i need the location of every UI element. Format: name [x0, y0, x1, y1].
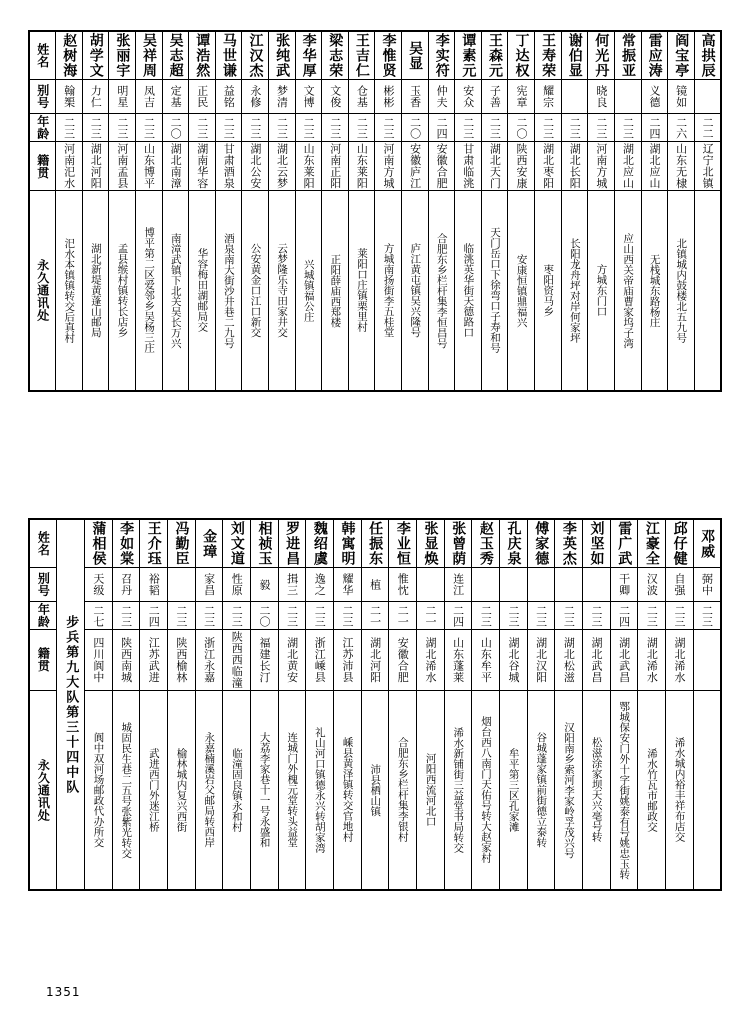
cell-name: 谢伯显 — [561, 31, 588, 80]
cell-origin: 安徽合肥 — [389, 630, 417, 691]
table-row — [29, 80, 721, 114]
cell-name: 刘坚如 — [582, 519, 610, 568]
cell-origin: 陕西西临潼 — [223, 630, 251, 691]
cell-name: 李惟贤 — [375, 31, 402, 80]
cell-age: 二四 — [444, 602, 472, 630]
cell-address: 礼山河口镇德永兴转胡家湾 — [306, 690, 334, 890]
cell-age: 二三 — [527, 602, 555, 630]
column-header-address: 永久通讯处 — [29, 690, 57, 890]
unit-label: 步兵第九大队第三十四中队 — [57, 519, 85, 890]
cell-origin: 湖北浠水 — [416, 630, 444, 691]
cell-alias: 仲夫 — [428, 80, 455, 114]
cell-address: 庐江黄屯镇吴兴隆号 — [402, 191, 429, 391]
cell-name: 谭浩然 — [189, 31, 216, 80]
cell-origin: 山东莱阳 — [348, 142, 375, 191]
cell-name: 吴志超 — [162, 31, 189, 80]
cell-address — [694, 191, 721, 391]
cell-alias: 弼中 — [693, 568, 721, 602]
cell-age: 二三 — [693, 602, 721, 630]
cell-name: 阎宝亭 — [668, 31, 695, 80]
cell-age: 二三 — [348, 114, 375, 142]
cell-alias: 定基 — [162, 80, 189, 114]
cell-address: 枣阳资马乡 — [535, 191, 562, 391]
cell-alias — [416, 568, 444, 602]
cell-name: 张丽宇 — [109, 31, 136, 80]
cell-origin: 湖北长阳 — [561, 142, 588, 191]
cell-age: 二六 — [668, 114, 695, 142]
cell-origin: 湖北黄安 — [278, 630, 306, 691]
page-number: 1351 — [46, 985, 81, 999]
cell-origin: 江苏武进 — [140, 630, 168, 691]
cell-origin: 湖北枣阳 — [535, 142, 562, 191]
cell-address: 临洮英华街天德路口 — [455, 191, 482, 391]
cell-name: 李实符 — [428, 31, 455, 80]
cell-name: 傅家德 — [527, 519, 555, 568]
cell-origin: 山东博平 — [135, 142, 162, 191]
cell-age: 二三 — [82, 114, 109, 142]
cell-age: 二三 — [535, 114, 562, 142]
cell-name: 何光丹 — [588, 31, 615, 80]
cell-name: 相祯玉 — [250, 519, 278, 568]
cell-alias: 正民 — [189, 80, 216, 114]
cell-age: 二三 — [278, 602, 306, 630]
cell-alias: 天级 — [84, 568, 112, 602]
cell-address: 博平第二区爱邻乡吴杨三庄 — [135, 191, 162, 391]
cell-age: 二三 — [295, 114, 322, 142]
cell-address: 嵊县黄泽镇转交官地村 — [333, 690, 361, 890]
cell-name: 李华厚 — [295, 31, 322, 80]
cell-origin: 山东牟平 — [472, 630, 500, 691]
cell-age: 二三 — [638, 602, 666, 630]
cell-address: 南漳武镇下北关吴长万兴 — [162, 191, 189, 391]
cell-address: 大荔李家巷十一号永盛和 — [250, 690, 278, 890]
cell-age: 二三 — [242, 114, 269, 142]
cell-name: 王吉仁 — [348, 31, 375, 80]
cell-origin: 河南汜水 — [56, 142, 83, 191]
cell-address: 沛县栖山镇 — [361, 690, 389, 890]
cell-age: 二三 — [135, 114, 162, 142]
cell-origin: 浙江嵊县 — [306, 630, 334, 691]
cell-alias: 晓良 — [588, 80, 615, 114]
cell-age: 二〇 — [250, 602, 278, 630]
table-row — [29, 31, 721, 80]
cell-age: 二三 — [499, 602, 527, 630]
cell-age: 二三 — [306, 602, 334, 630]
cell-address: 河阳西流河北口 — [416, 690, 444, 890]
cell-alias: 翰榘 — [56, 80, 83, 114]
cell-address: 公安黄金口江口新交 — [242, 191, 269, 391]
cell-address: 酒泉南大街沙井巷二九号 — [215, 191, 242, 391]
cell-alias: 惟忱 — [389, 568, 417, 602]
cell-age: 二三 — [665, 602, 693, 630]
cell-alias: 植 — [361, 568, 389, 602]
cell-age: 二三 — [588, 114, 615, 142]
cell-age: 二一 — [416, 602, 444, 630]
cell-origin: 陕西安康 — [508, 142, 535, 191]
cell-age: 二三 — [582, 602, 610, 630]
cell-age: 二〇 — [508, 114, 535, 142]
cell-address: 浠水城内裕丰祥布店交 — [665, 690, 693, 890]
cell-alias — [561, 80, 588, 114]
cell-age: 二三 — [56, 114, 83, 142]
cell-alias — [499, 568, 527, 602]
cell-alias: 自强 — [665, 568, 693, 602]
cell-alias: 凤吉 — [135, 80, 162, 114]
cell-age: 二二 — [694, 114, 721, 142]
cell-age: 二七 — [84, 602, 112, 630]
roster-table-top — [28, 30, 722, 392]
cell-address: 谷城蓬家镇前街德立泰转 — [527, 690, 555, 890]
cell-alias: 玉香 — [402, 80, 429, 114]
cell-alias — [472, 568, 500, 602]
cell-age: 二四 — [140, 602, 168, 630]
cell-address: 合肥东乡栏杆集李恒昌号 — [428, 191, 455, 391]
cell-age: 二〇 — [402, 114, 429, 142]
cell-name: 孔庆泉 — [499, 519, 527, 568]
cell-alias: 义德 — [641, 80, 668, 114]
cell-alias: 仓基 — [348, 80, 375, 114]
cell-alias — [527, 568, 555, 602]
cell-name: 江汉杰 — [242, 31, 269, 80]
cell-alias — [614, 80, 641, 114]
cell-address: 城固民生巷二五号张紫光转交 — [112, 690, 140, 890]
cell-age: 二一 — [389, 602, 417, 630]
cell-address: 烟台西八南门天佑号转大赵家村 — [472, 690, 500, 890]
cell-name: 丁达权 — [508, 31, 535, 80]
cell-address: 牟平第三区孔家滩 — [499, 690, 527, 890]
cell-origin — [693, 630, 721, 691]
cell-address: 松滋涂家坝天兴亳号转 — [582, 690, 610, 890]
cell-origin: 河南方城 — [375, 142, 402, 191]
cell-origin: 河南孟县 — [109, 142, 136, 191]
cell-address: 安康恒镇鼎福兴 — [508, 191, 535, 391]
cell-alias: 连江 — [444, 568, 472, 602]
cell-alias: 揖三 — [278, 568, 306, 602]
cell-origin: 河南正阳 — [322, 142, 349, 191]
cell-origin: 湖北云梦 — [268, 142, 295, 191]
cell-alias: 逸之 — [306, 568, 334, 602]
cell-origin: 湖北浠水 — [665, 630, 693, 691]
cell-alias: 干卿 — [610, 568, 638, 602]
column-header-age: 年龄 — [29, 602, 57, 630]
column-header-name: 姓名 — [29, 31, 56, 80]
cell-age: 二三 — [167, 602, 195, 630]
cell-alias: 文博 — [295, 80, 322, 114]
cell-alias: 召丹 — [112, 568, 140, 602]
cell-age: 二三 — [195, 602, 223, 630]
cell-origin: 湖北武昌 — [582, 630, 610, 691]
cell-alias: 文俊 — [322, 80, 349, 114]
cell-address: 榆林城内复兴西街 — [167, 690, 195, 890]
cell-address: 汉阳南乡索河李家岭孚茂兴号 — [555, 690, 583, 890]
column-header-origin: 籍贯 — [29, 142, 56, 191]
cell-origin: 湖北应山 — [641, 142, 668, 191]
cell-name: 李业恒 — [389, 519, 417, 568]
cell-origin: 湖北天门 — [481, 142, 508, 191]
cell-origin: 湖北谷城 — [499, 630, 527, 691]
cell-name: 张纯武 — [268, 31, 295, 80]
cell-age: 二三 — [481, 114, 508, 142]
table-row — [29, 630, 721, 691]
cell-origin: 浙江永嘉 — [195, 630, 223, 691]
cell-name: 王介珏 — [140, 519, 168, 568]
cell-name: 谭素元 — [455, 31, 482, 80]
cell-origin: 江苏沛县 — [333, 630, 361, 691]
cell-address: 正阳薛庙西郑楼 — [322, 191, 349, 391]
cell-origin: 甘肃酒泉 — [215, 142, 242, 191]
cell-age: 二三 — [223, 602, 251, 630]
cell-name: 马世谦 — [215, 31, 242, 80]
cell-origin: 辽宁北镇 — [694, 142, 721, 191]
cell-name: 韩寓明 — [333, 519, 361, 568]
cell-age: 二三 — [472, 602, 500, 630]
cell-name: 李如棠 — [112, 519, 140, 568]
cell-age: 二四 — [428, 114, 455, 142]
cell-alias — [167, 568, 195, 602]
cell-origin: 福建长汀 — [250, 630, 278, 691]
cell-origin: 湖南华容 — [189, 142, 216, 191]
cell-address: 合肥东乡栏杆集李银村 — [389, 690, 417, 890]
cell-alias: 家昌 — [195, 568, 223, 602]
cell-address — [693, 690, 721, 890]
roster-table-bottom — [28, 518, 722, 891]
cell-origin: 湖北河阳 — [82, 142, 109, 191]
cell-address: 临潼固良镇永和村 — [223, 690, 251, 890]
cell-age: 二三 — [112, 602, 140, 630]
cell-alias: 力仁 — [82, 80, 109, 114]
cell-alias: 益铭 — [215, 80, 242, 114]
cell-age: 二三 — [109, 114, 136, 142]
cell-name: 赵玉秀 — [472, 519, 500, 568]
cell-origin: 湖北浠水 — [638, 630, 666, 691]
cell-age: 二一 — [361, 602, 389, 630]
cell-origin: 四川阆中 — [84, 630, 112, 691]
cell-name: 江豪全 — [638, 519, 666, 568]
cell-address: 兴城镇福公庄 — [295, 191, 322, 391]
cell-age: 二三 — [455, 114, 482, 142]
cell-address: 长阳龙舟坪对岸何家坪 — [561, 191, 588, 391]
cell-alias: 镜如 — [668, 80, 695, 114]
cell-age: 二三 — [561, 114, 588, 142]
column-header-origin: 籍贯 — [29, 630, 57, 691]
cell-name: 任振东 — [361, 519, 389, 568]
cell-address: 莱阳口庄镇栗里村 — [348, 191, 375, 391]
cell-address: 天门岳口下徐弯口子寿和号 — [481, 191, 508, 391]
cell-name: 邓威 — [693, 519, 721, 568]
cell-alias: 梦清 — [268, 80, 295, 114]
cell-name: 李英杰 — [555, 519, 583, 568]
cell-origin: 湖北公安 — [242, 142, 269, 191]
column-header-age: 年龄 — [29, 114, 56, 142]
cell-alias: 安众 — [455, 80, 482, 114]
cell-age: 二三 — [614, 114, 641, 142]
cell-alias: 耀宗 — [535, 80, 562, 114]
cell-name: 王森元 — [481, 31, 508, 80]
cell-address: 无栈城东路杨庄 — [641, 191, 668, 391]
table-row — [29, 602, 721, 630]
cell-name: 常振亚 — [614, 31, 641, 80]
cell-address: 云梦隆乐寺田家井交 — [268, 191, 295, 391]
cell-age: 二三 — [375, 114, 402, 142]
cell-origin: 甘肃临洮 — [455, 142, 482, 191]
cell-address: 汜水本镇镇转交后真村 — [56, 191, 83, 391]
cell-alias: 彬彬 — [375, 80, 402, 114]
cell-origin: 湖北南漳 — [162, 142, 189, 191]
cell-age: 二三 — [322, 114, 349, 142]
column-header-alias: 别号 — [29, 568, 57, 602]
column-header-address: 永久通讯处 — [29, 191, 56, 391]
cell-age: 二三 — [268, 114, 295, 142]
cell-age: 二四 — [610, 602, 638, 630]
cell-address: 方城南扬街李五桂堂 — [375, 191, 402, 391]
cell-address: 永嘉楠溪岩父邮局转西岸 — [195, 690, 223, 890]
cell-alias: 性原 — [223, 568, 251, 602]
cell-name: 张曾荫 — [444, 519, 472, 568]
cell-alias: 宪章 — [508, 80, 535, 114]
cell-alias — [555, 568, 583, 602]
cell-name: 雷广武 — [610, 519, 638, 568]
cell-alias: 裕韬 — [140, 568, 168, 602]
table-row — [29, 142, 721, 191]
cell-name: 吴祥周 — [135, 31, 162, 80]
cell-address: 鄂城保安门外十字街姚泰有号姚忠玉转 — [610, 690, 638, 890]
cell-name: 雷应涛 — [641, 31, 668, 80]
cell-origin: 湖北松滋 — [555, 630, 583, 691]
cell-age: 二四 — [641, 114, 668, 142]
cell-name: 邱仔健 — [665, 519, 693, 568]
cell-address: 华容梅田湖邮局交 — [189, 191, 216, 391]
cell-address: 连城门外槐元堂转头益堂 — [278, 690, 306, 890]
cell-origin: 山东蓬莱 — [444, 630, 472, 691]
cell-origin: 湖北应山 — [614, 142, 641, 191]
cell-alias — [582, 568, 610, 602]
cell-name: 金璋 — [195, 519, 223, 568]
cell-age: 二三 — [333, 602, 361, 630]
cell-name: 魏绍虞 — [306, 519, 334, 568]
cell-name: 赵树海 — [56, 31, 83, 80]
table-row — [29, 191, 721, 391]
column-header-alias: 别号 — [29, 80, 56, 114]
cell-origin: 陕西南城 — [112, 630, 140, 691]
cell-name: 胡学文 — [82, 31, 109, 80]
cell-address: 北镇城内鼓楼北五九号 — [668, 191, 695, 391]
cell-address: 浠水竹瓦市邮政交 — [638, 690, 666, 890]
cell-alias: 子善 — [481, 80, 508, 114]
table-row — [29, 114, 721, 142]
cell-address: 湖北新堤黄蓬山邮局 — [82, 191, 109, 391]
cell-alias: 明星 — [109, 80, 136, 114]
cell-address: 浠水新铺街三益堂书局转交 — [444, 690, 472, 890]
cell-origin: 河南方城 — [588, 142, 615, 191]
cell-alias: 耀华 — [333, 568, 361, 602]
cell-origin: 陕西榆林 — [167, 630, 195, 691]
cell-address: 孟县缑村镇转长店乡 — [109, 191, 136, 391]
cell-name: 张显焕 — [416, 519, 444, 568]
cell-name: 梁志荣 — [322, 31, 349, 80]
cell-name: 高拱辰 — [694, 31, 721, 80]
cell-alias: 毅 — [250, 568, 278, 602]
cell-address: 阆中双河场邮政代办所交 — [84, 690, 112, 890]
table-row — [29, 519, 721, 568]
cell-origin: 湖北武昌 — [610, 630, 638, 691]
cell-name: 王寿荣 — [535, 31, 562, 80]
column-header-name: 姓名 — [29, 519, 57, 568]
cell-origin: 山东莱阳 — [295, 142, 322, 191]
table-row — [29, 568, 721, 602]
cell-age: 二三 — [555, 602, 583, 630]
cell-alias — [694, 80, 721, 114]
cell-age: 二〇 — [162, 114, 189, 142]
cell-origin: 湖北河阳 — [361, 630, 389, 691]
cell-origin: 湖北汉阳 — [527, 630, 555, 691]
cell-address: 应山西关帝庙曹家坞子湾 — [614, 191, 641, 391]
cell-name: 吴显 — [402, 31, 429, 80]
cell-name: 蒲相侯 — [84, 519, 112, 568]
cell-origin: 安徽庐江 — [402, 142, 429, 191]
cell-address: 武进西门外迷江桥 — [140, 690, 168, 890]
cell-age: 二三 — [189, 114, 216, 142]
cell-origin: 安徽合肥 — [428, 142, 455, 191]
cell-address: 方城东门口 — [588, 191, 615, 391]
cell-name: 罗进昌 — [278, 519, 306, 568]
cell-origin: 山东无棣 — [668, 142, 695, 191]
cell-alias: 永修 — [242, 80, 269, 114]
cell-age: 二三 — [215, 114, 242, 142]
table-row — [29, 690, 721, 890]
cell-name: 刘文道 — [223, 519, 251, 568]
cell-name: 冯勤臣 — [167, 519, 195, 568]
cell-alias: 汉波 — [638, 568, 666, 602]
